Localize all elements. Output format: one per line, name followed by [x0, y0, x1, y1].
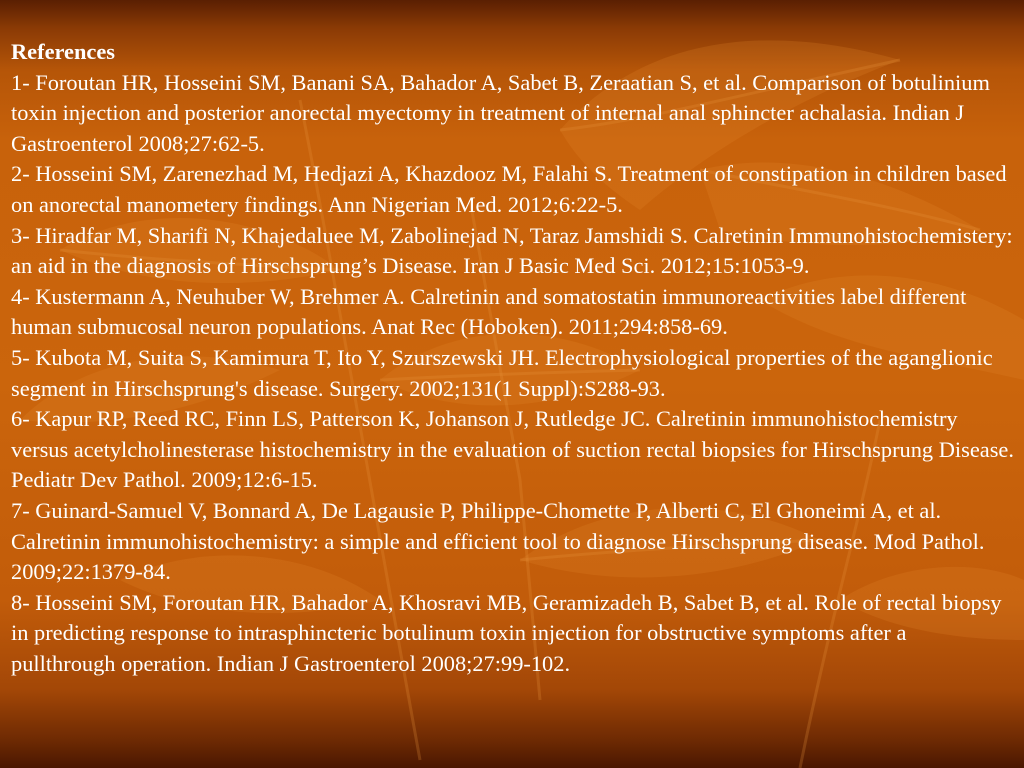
- reference-item-7: 7- Guinard-Samuel V, Bonnard A, De Lagausie P, Philippe-Chomette P, Alberti C, El Ghoneimi A, et al. Calretinin immunohistochemistry: a simple and efficient tool to diagnose Hirschsprung disease. Mod Pathol. 2009;22:1379-84.: [11, 497, 985, 585]
- references-content: [11, 37, 1016, 679]
- references-heading: References: [11, 39, 116, 64]
- reference-item-1: 1- Foroutan HR, Hosseini SM, Banani SA, Bahador A, Sabet B, Zeraatian S, et al. Comparison of botulinium toxin injection and posterior anorectal myectomy in treatment of internal anal sphincter achalasia. Indian J Gastroenterol 2008;27:62-5.: [11, 69, 990, 156]
- reference-item-2: 2- Hosseini SM, Zarenezhad M, Hedjazi A, Khazdooz M, Falahi S. Treatment of constipation in children based on anorectal manometery findings. Ann Nigerian Med. 2012;6:22-5.: [11, 161, 1007, 217]
- reference-item-3: 3- Hiradfar M, Sharifi N, Khajedaluee M, Zabolinejad N, Taraz Jamshidi S. Calretinin Immunohistochemistery: an aid in the diagnosis of Hirschsprung’s Disease. Iran J Basic Med Sci. 2012;15:1053-9.: [11, 222, 1013, 279]
- reference-item-6: 6- Kapur RP, Reed RC, Finn LS, Patterson K, Johanson J, Rutledge JC. Calretinin immunohistochemistry versus acetylcholinesterase histochemistry in the evaluation of suction rectal biopsies for Hirschsprung Disease. Pediatr Dev Pathol. 2009;12:6-15.: [11, 406, 1014, 493]
- reference-item-4: 4- Kustermann A, Neuhuber W, Brehmer A. Calretinin and somatostatin immunoreactivities label different human submucosal neuron populations. Anat Rec (Hoboken). 2011;294:858-69.: [11, 283, 967, 340]
- reference-item-8: 8- Hosseini SM, Foroutan HR, Bahador A, Khosravi MB, Geramizadeh B, Sabet B, et al. Role of rectal biopsy in predicting response to intrasphincteric botulinum toxin injection for obstructive symptoms after a pullthrough operation. Indian J Gastroenterol 2008;27:99-102.: [11, 589, 1002, 676]
- reference-item-5: 5- Kubota M, Suita S, Kamimura T, Ito Y, Szurszewski JH. Electrophysiological properties of the aganglionic segment in Hirschsprung's disease. Surgery. 2002;131(1 Suppl):S288-93.: [11, 344, 993, 401]
